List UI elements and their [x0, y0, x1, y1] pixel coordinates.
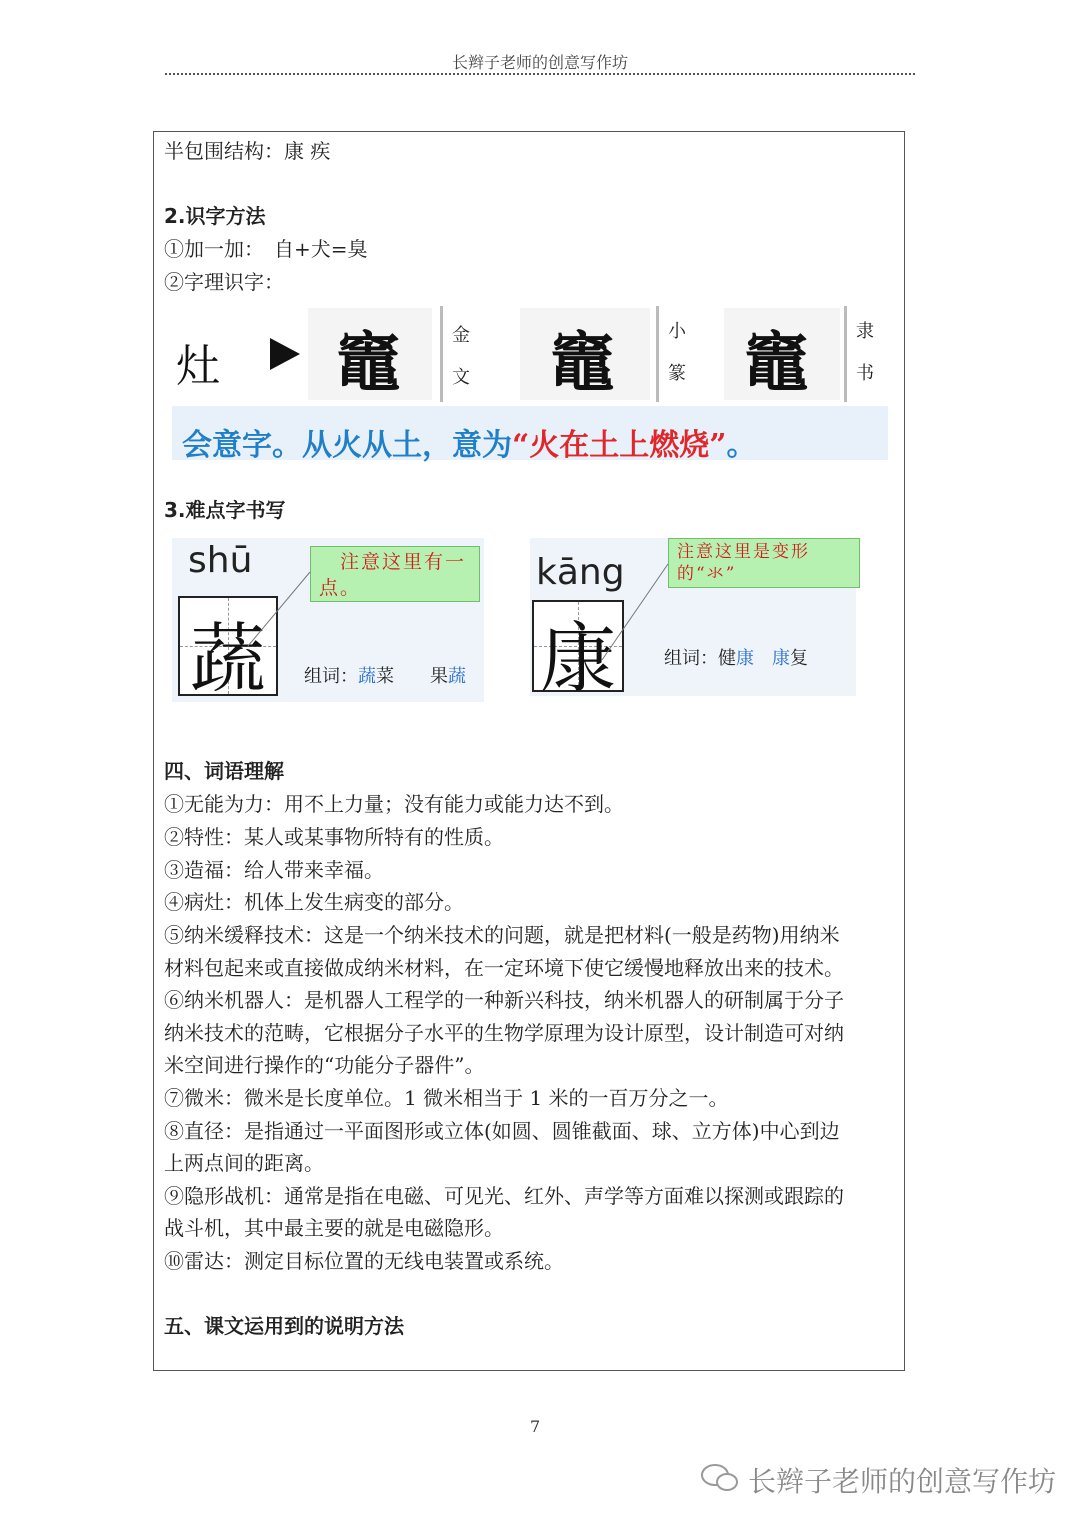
method-2: ②字理识字： [164, 270, 284, 294]
page-header: 长辫子老师的创意写作坊 [451, 53, 628, 72]
word-highlight: 蔬 [448, 666, 466, 687]
note-shu: 注意这里有一点。 [310, 546, 480, 602]
structure-line: 半包围结构：康 疾 [164, 139, 331, 163]
xiaozhuan-glyph-box [520, 308, 650, 400]
etymology-glyph-row [172, 302, 888, 406]
jinwen-glyph: 竈 [336, 326, 400, 401]
words-label: 组词： [664, 648, 718, 669]
xiaozhuan-label-1: 小 [668, 321, 686, 342]
word: 健 [718, 648, 736, 669]
definition-line: ④病灶：机体上发生病变的部分。 [164, 890, 464, 914]
page-number: 7 [530, 1417, 541, 1436]
definition-line: ⑥纳米机器人：是机器人工程学的一种新兴科技，纳米机器人的研制属于分子 [164, 988, 844, 1012]
jinwen-label-2: 文 [452, 367, 470, 388]
section-3-title: 3.难点字书写 [164, 498, 286, 522]
definition-line: ③造福：给人带来幸福。 [164, 858, 384, 882]
pinyin-kang: kāng [536, 552, 625, 593]
note-kang: 注意这里是变形的“氺” [668, 538, 860, 588]
desc-prefix: 会意字。从火从土，意为 [182, 428, 512, 463]
desc-suffix: 。 [726, 428, 757, 463]
words-kang [664, 644, 808, 670]
etymology-figure [172, 302, 888, 463]
lishu-label-2: 书 [856, 363, 874, 384]
lishu-glyph-box [724, 308, 840, 400]
desc-quote: “火在土上燃烧” [512, 428, 727, 463]
watermark-text: 长辫子老师的创意写作坊 [748, 1465, 1057, 1498]
definition-line: ⑩雷达：测定目标位置的无线电装置或系统。 [164, 1249, 564, 1273]
method-1: ①加一加： 自+犬=臭 [164, 237, 368, 261]
char-kang: 康 [540, 614, 616, 703]
pinyin-shu: shū [188, 540, 253, 581]
header-rule [165, 73, 915, 75]
words-label: 组词： [304, 666, 358, 687]
definition-line: 米空间进行操作的“功能分子器件”。 [164, 1053, 485, 1077]
divider [440, 306, 443, 402]
definition-line: ⑧直径：是指通过一平面图形或立体(如圆、圆锥截面、球、立方体)中心到边 [164, 1119, 840, 1143]
xiaozhuan-glyph: 竈 [550, 326, 614, 401]
lishu-label-1: 隶 [856, 321, 874, 342]
definition-line: ②特性：某人或某事物所特有的性质。 [164, 825, 504, 849]
section-4-title: 四、词语理解 [164, 759, 284, 783]
lishu-glyph: 竈 [744, 326, 808, 401]
etymology-description [182, 420, 757, 464]
words-shu [304, 662, 466, 688]
definition-line: 材料包起来或直接做成纳米材料，在一定环境下使它缓慢地释放出来的技术。 [164, 956, 844, 980]
jinwen-glyph-box [308, 308, 432, 400]
definition-line: 纳米技术的范畴，它根据分子水平的生物学原理为设计原型，设计制造可对纳 [164, 1021, 844, 1045]
definition-line: ⑤纳米缓释技术：这是一个纳米技术的问题，就是把材料(一般是药物)用纳米 [164, 923, 840, 947]
definition-line: 上两点间的距离。 [164, 1151, 324, 1175]
definition-line: 战斗机，其中最主要的就是电磁隐形。 [164, 1216, 504, 1240]
word-highlight: 康 [772, 648, 790, 669]
xiaozhuan-label-2: 篆 [668, 363, 686, 384]
wechat-icon [700, 1462, 740, 1494]
word: 果 [430, 666, 448, 687]
writing-card-kang [530, 538, 856, 703]
word: 菜 [376, 666, 394, 687]
writing-card-shu [172, 538, 484, 702]
word-highlight: 蔬 [358, 666, 376, 687]
pointer-line [530, 538, 856, 696]
section-2-title: 2.识字方法 [164, 204, 266, 228]
arrow-icon [270, 338, 300, 370]
char-shu: 蔬 [190, 614, 266, 703]
definition-line: ⑦微米：微米是长度单位。1 微米相当于 1 米的一百万分之一。 [164, 1086, 729, 1110]
definition-line: ⑨隐形战机：通常是指在电磁、可见光、红外、声学等方面难以探测或跟踪的 [164, 1184, 844, 1208]
word-highlight: 康 [736, 648, 754, 669]
jinwen-label-1: 金 [452, 325, 470, 346]
word: 复 [790, 648, 808, 669]
definition-line: ①无能为力：用不上力量；没有能力或能力达不到。 [164, 792, 624, 816]
divider [656, 306, 659, 402]
divider [844, 306, 847, 402]
section-5-title: 五、课文运用到的说明方法 [164, 1314, 404, 1338]
etymology-char: 灶 [176, 341, 220, 392]
